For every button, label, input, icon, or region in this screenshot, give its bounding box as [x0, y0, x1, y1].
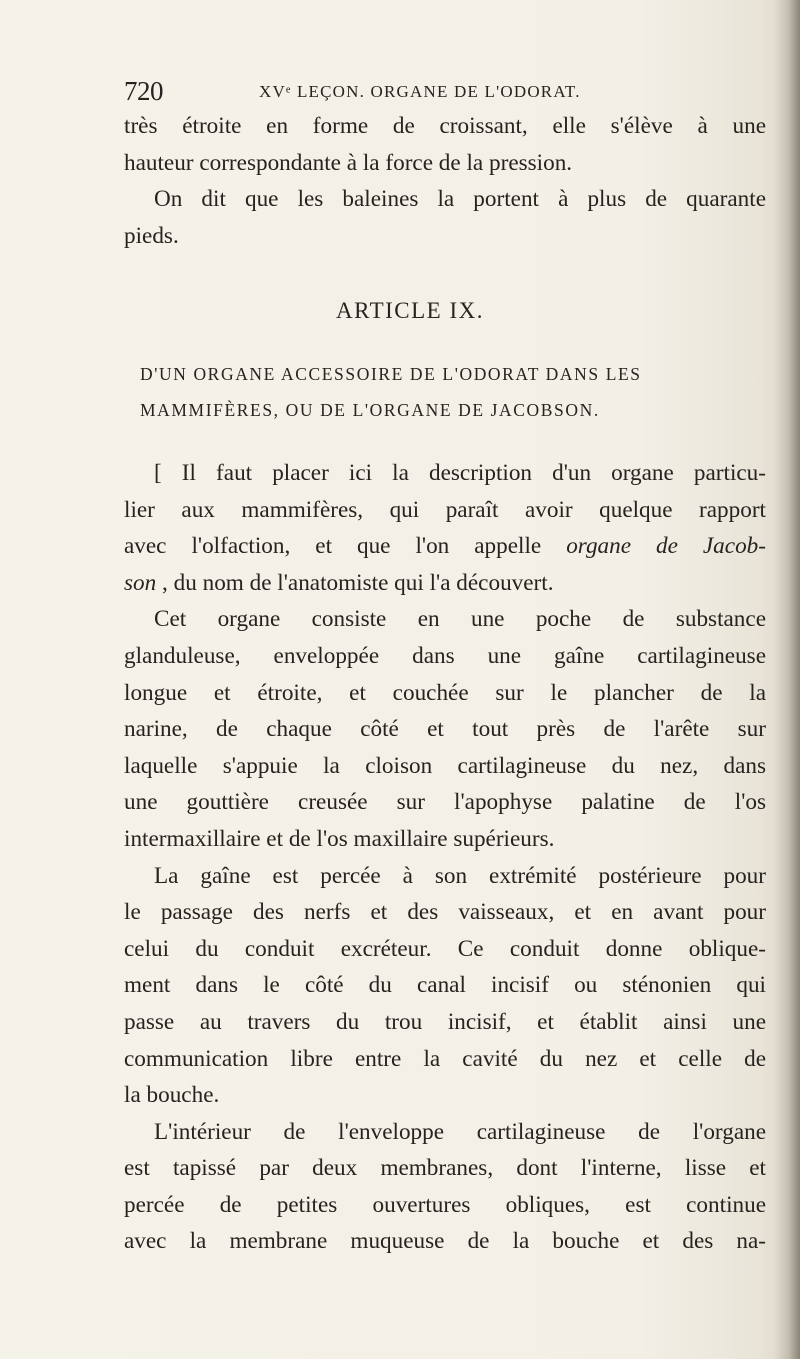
text-line: celui du conduit excréteur. Ce conduit donne oblique- [124, 935, 766, 962]
italic-term: son [124, 569, 157, 596]
text-line: narine, de chaque côté et tout près de l'arête sur [124, 716, 766, 743]
text-line [124, 528, 766, 565]
text-line: laquelle s'appuie la cloison cartilagineuse du nez, dans [124, 752, 766, 779]
text-line: Cet organe consiste en une poche de substance [154, 606, 766, 633]
running-head: XVᵉ LEÇON. ORGANE DE L'ODORAT. [259, 82, 581, 101]
text-segment: avec l'olfaction, et que l'on appelle [124, 533, 567, 560]
paragraph-intro [124, 455, 766, 1260]
page-binding-shadow [774, 0, 800, 1359]
article-subtitle [124, 356, 766, 428]
subtitle-line: D'UN ORGANE ACCESSOIRE DE L'ODORAT DANS LES [140, 364, 642, 384]
text-line: le passage des nerfs et des vaisseaux, et en avant pour [124, 899, 766, 926]
text-line: avec la membrane muqueuse de la bouche et des na- [124, 1228, 766, 1255]
paragraph-continued [124, 108, 766, 254]
text-segment: , du nom de l'anatomiste qui l'a découvert. [156, 569, 554, 596]
text-line: communication libre entre la cavité du nez et celle de [124, 1045, 766, 1072]
text-line: hauteur correspondante à la force de la pression. [124, 149, 573, 176]
page-number: 720 [124, 76, 163, 106]
text-line: passe au travers du trou incisif, et établit ainsi une [124, 1008, 766, 1035]
text-line: très étroite en forme de croissant, elle s'élève à une [124, 113, 766, 139]
text-line: la bouche. [124, 1082, 220, 1109]
text-line: percée de petites ouvertures obliques, est continue [124, 1191, 766, 1218]
subtitle-line: MAMMIFÈRES, OU DE L'ORGANE DE JACOBSON. [140, 400, 600, 420]
text-line: une gouttière creusée sur l'apophyse palatine de l'os [124, 789, 766, 816]
page-header [124, 76, 664, 110]
text-line: est tapissé par deux membranes, dont l'interne, lisse et [124, 1155, 766, 1182]
article-title: ARTICLE IX. [336, 298, 484, 323]
text-line: La gaîne est percée à son extrémité postérieure pour [154, 862, 766, 889]
text-line: On dit que les baleines la portent à plus de quarante [154, 186, 766, 213]
text-line: [ Il faut placer ici la description d'un organe particu- [154, 460, 766, 486]
text-line: intermaxillaire et de l'os maxillaire supérieurs. [124, 825, 555, 852]
text-line: ment dans le côté du canal incisif ou sténonien qui [124, 972, 766, 999]
text-line: lier aux mammifères, qui paraît avoir quelque rapport [124, 496, 766, 523]
text-line: longue et étroite, et couchée sur le plancher de la [124, 679, 766, 706]
text-line: glanduleuse, enveloppée dans une gaîne cartilagineuse [124, 642, 766, 669]
italic-term: organe de Jacob- [566, 533, 766, 560]
text-line [124, 565, 766, 602]
text-line: pieds. [124, 222, 179, 249]
text-line: L'intérieur de l'enveloppe cartilagineuse de l'organe [154, 1118, 766, 1145]
